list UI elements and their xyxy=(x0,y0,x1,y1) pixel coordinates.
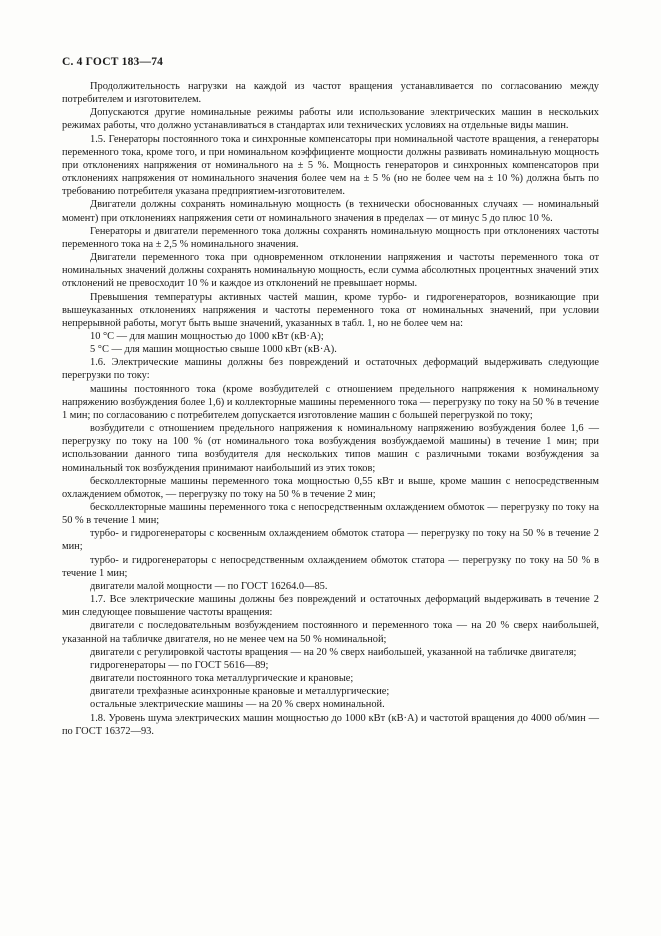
paragraph: Двигатели переменного тока при одновременном отклонении напряжения и частоты переменного тока от номинальных значений должны сохранять номинальную мощность, если сумма абсолютных процентных значений этих отклонений не превосходит 10 % и каждое из отклонений не превышает нормы. xyxy=(62,252,599,290)
paragraph: двигатели с регулировкой частоты вращения — на 20 % сверх наибольшей, указанной на табличке двигателя; xyxy=(90,646,577,658)
paragraph: машины постоянного тока (кроме возбудителей с отношением предельного напряжения к номинальному напряжению возбуждения более 1,6) и коллекторные машины переменного тока — перегрузку по току на 50 % в течение 1 мин; по согласованию с потребителем допускается изготовление машин с большей перегрузкой по току; xyxy=(62,383,599,421)
paragraph: 1.6. Электрические машины должны без повреждений и остаточных деформаций выдерживать следующие перегрузки по току: xyxy=(62,357,599,382)
document-body xyxy=(62,80,599,738)
paragraph: остальные электрические машины — на 20 % сверх номинальной. xyxy=(90,699,385,711)
paragraph: 1.8. Уровень шума электрических машин мощностью до 1000 кВт (кВ·А) и частотой вращения до 4000 об/мин — по ГОСТ 16372—93. xyxy=(62,712,599,737)
paragraph: двигатели малой мощности — по ГОСТ 16264.0—85. xyxy=(90,580,328,592)
paragraph: Превышения температуры активных частей машин, кроме турбо- и гидрогенераторов, возникающие при вышеуказанных отклонениях напряжения и частоты переменного тока от номинальных значений, при условии непрерывной работы, могут быть выше значений, указанных в табл. 1, но не более чем на: xyxy=(62,291,599,329)
paragraph: 5 °С — для машин мощностью свыше 1000 кВт (кВ·А). xyxy=(90,344,337,356)
paragraph: турбо- и гидрогенераторы с непосредственным охлаждением обмоток статора — перегрузку по току на 50 % в течение 1 мин; xyxy=(62,554,599,579)
paragraph: 10 °С — для машин мощностью до 1000 кВт (кВ·А); xyxy=(90,330,324,342)
paragraph: турбо- и гидрогенераторы с косвенным охлаждением обмоток статора — перегрузку по току на 50 % в течение 2 мин; xyxy=(62,528,599,553)
paragraph: 1.7. Все электрические машины должны без повреждений и остаточных деформаций выдерживать в течение 2 мин следующее повышение частоты вращения: xyxy=(62,594,599,619)
paragraph: двигатели постоянного тока металлургические и крановые; xyxy=(90,673,354,685)
paragraph: Продолжительность нагрузки на каждой из частот вращения устанавливается по согласованию между потребителем и изготовителем. xyxy=(62,81,599,106)
paragraph: 1.5. Генераторы постоянного тока и синхронные компенсаторы при номинальной частоте вращения, а генераторы переменного тока, кроме того, и при номинальном коэффициенте мощности должны развивать номинальную мощность при отклонениях напряжения от номинального на ± 5 %. Мощность генераторов и синхронных компенсаторов при отклонениях напряжения от номинального значения более чем на ± 5 % (но не более чем на ± 10 %) должна быть по требованию потребителя указана предприятием-изготовителем. xyxy=(62,133,599,198)
paragraph: возбудители с отношением предельного напряжения к номинальному напряжению возбуждения более 1,6 — перегрузку по току на 100 % (от номинального тока возбуждения возбуждаемой машины) в течение 1 мин; при использовании данного типа возбудителя для нескольких типов машин с различными токами возбуждения за номинальный ток возбуждения принимают наибольший из этих токов; xyxy=(62,423,599,474)
paragraph: двигатели с последовательным возбуждением постоянного и переменного тока — на 20 % сверх наибольшей, указанной на табличке двигателя, но не менее чем на 50 % номинальной; xyxy=(62,620,599,645)
paragraph: двигатели трехфазные асинхронные крановые и металлургические; xyxy=(90,686,390,698)
paragraph: Допускаются другие номинальные режимы работы или использование электрических машин в нескольких режимах работы, что должно устанавливаться в стандартах или технических условиях на отдельные виды машин. xyxy=(62,107,599,132)
paragraph: бесколлекторные машины переменного тока мощностью 0,55 кВт и выше, кроме машин с непосредственным охлаждением обмоток, — перегрузку по току на 50 % в течение 2 мин; xyxy=(62,475,599,500)
paragraph: Двигатели должны сохранять номинальную мощность (в технически обоснованных случаях — номинальный момент) при отклонениях напряжения сети от номинального значения в пределах — от минус 5 до плюс 10 %. xyxy=(62,199,599,224)
paragraph: Генераторы и двигатели переменного тока должны сохранять номинальную мощность при отклонениях частоты переменного тока на ± 2,5 % номинального значения. xyxy=(62,225,599,250)
page-header: С. 4 ГОСТ 183—74 xyxy=(62,56,164,68)
paragraph: гидрогенераторы — по ГОСТ 5616—89; xyxy=(90,659,269,671)
paragraph: бесколлекторные машины переменного тока с непосредственным охлаждением обмоток — перегрузку по току на 50 % в течение 1 мин; xyxy=(62,502,599,527)
